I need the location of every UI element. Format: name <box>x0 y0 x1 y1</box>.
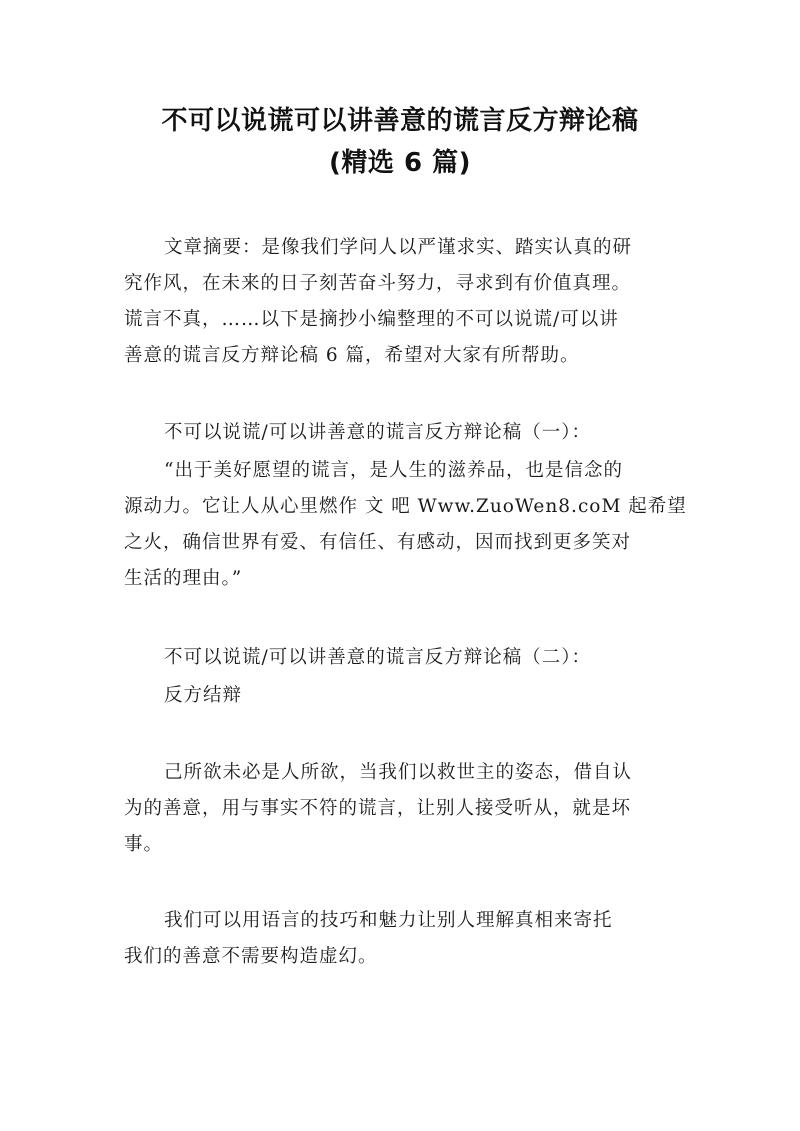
abstract-line: 究作风，在未来的日子刻苦奋斗努力，寻求到有价值真理。 <box>124 273 632 294</box>
quote-line: 之火，确信世界有爱、有信任、有感动，因而找到更多笑对 <box>124 532 632 553</box>
section-2 <box>124 640 699 720</box>
abstract-line: 文章摘要：是像我们学问人以严谨求实、踏实认真的研 <box>164 237 633 258</box>
paragraph-line: 为的善意，用与事实不符的谎言，让别人接受听从，就是坏 <box>124 798 632 819</box>
section-heading: 不可以说谎/可以讲善意的谎言反方辩论稿（一）： <box>164 422 591 443</box>
quote-line: 源动力。它让人从心里燃作 文 吧 Www.ZuoWen8.coM 起希望 <box>124 496 687 517</box>
paragraph-line: 我们可以用语言的技巧和魅力让别人理解真相来寄托 <box>164 910 613 931</box>
section-subheading: 反方结辩 <box>164 685 243 706</box>
body-paragraph <box>124 903 699 983</box>
quote-line: “出于美好愿望的谎言，是人生的滋养品，也是信念的 <box>164 460 623 481</box>
abstract-line: 善意的谎言反方辩论稿 6 篇，希望对大家有所帮助。 <box>124 345 580 366</box>
paragraph-line: 我们的善意不需要构造虚幻。 <box>124 946 378 967</box>
abstract-line: 谎言不真，……以下是摘抄小编整理的不可以说谎/可以讲 <box>124 309 619 330</box>
section-1 <box>124 415 699 605</box>
section-heading: 不可以说谎/可以讲善意的谎言反方辩论稿（二）： <box>164 647 591 668</box>
body-paragraph <box>124 755 699 870</box>
document-subtitle: (精选 6 篇) <box>329 148 471 178</box>
abstract-paragraph <box>124 230 699 380</box>
paragraph-line: 己所欲未必是人所欲，当我们以救世主的姿态，借自认 <box>164 762 633 783</box>
document-title: 不可以说谎可以讲善意的谎言反方辩论稿 <box>161 106 639 136</box>
quote-line: 生活的理由。” <box>124 568 243 589</box>
paragraph-line: 事。 <box>124 834 164 855</box>
